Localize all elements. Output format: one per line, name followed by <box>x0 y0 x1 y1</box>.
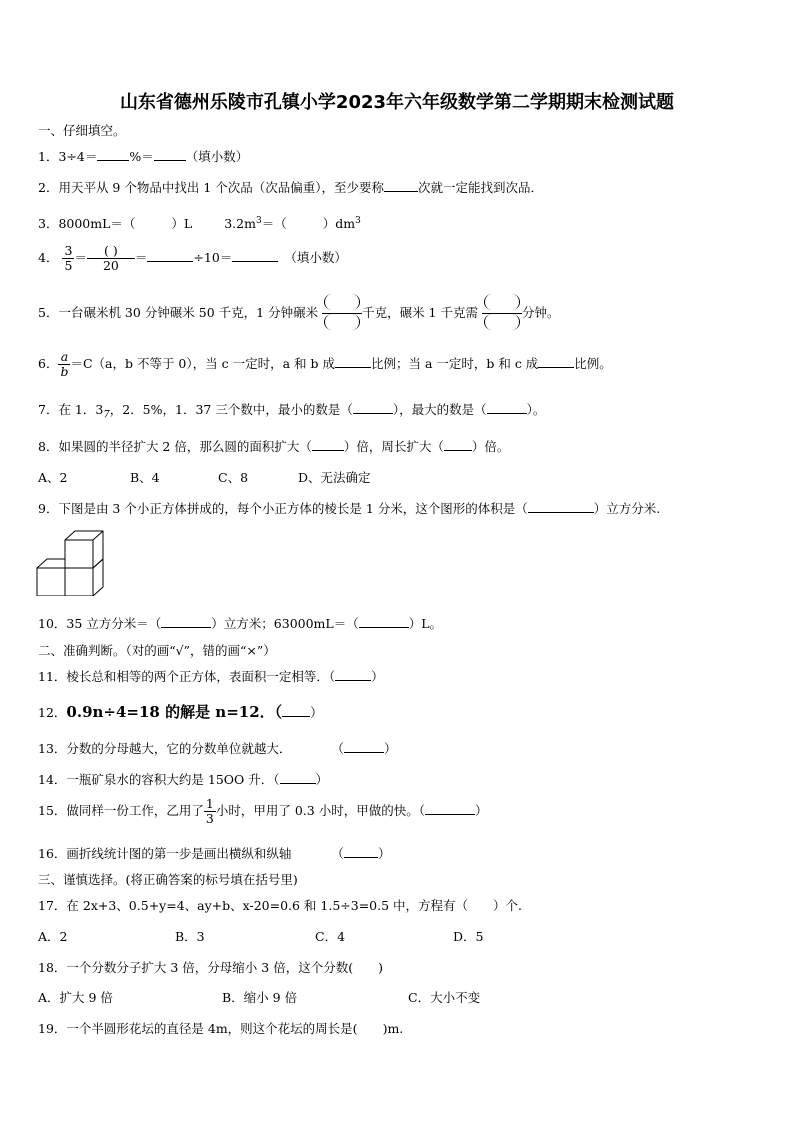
question-1: 1．3÷4＝ %＝ （填小数） <box>38 149 249 164</box>
answer-blank[interactable] <box>280 772 316 784</box>
option-a[interactable]: A．2 <box>38 929 68 944</box>
question-9: 9．下图是由 3 个小正方体拼成的，每个小正方体的棱长是 1 分米，这个图形的体积是（ ）立方分米. <box>38 501 661 516</box>
question-4: 4． $\frac{3}{5}$ ＝ $\frac{( )}{20}$ ＝ ÷10＝ （填小数） <box>38 243 347 273</box>
answer-blank[interactable] <box>344 741 384 753</box>
question-3: 3．8000mL＝（ ）L $3.2m^3=$（ ）$dm^3$ <box>38 215 361 231</box>
option-b[interactable]: B．缩小 9 倍 <box>222 990 298 1005</box>
option-d[interactable]: D．5 <box>453 929 484 944</box>
answer-blank[interactable] <box>487 402 527 414</box>
answer-blank[interactable] <box>232 250 278 262</box>
option-b[interactable]: B、4 <box>130 470 160 485</box>
option-d[interactable]: D、无法确定 <box>298 470 371 485</box>
section-3-heading: 三、谨慎选择。(将正确答案的标号填在括号里) <box>38 872 298 887</box>
question-8: 8．如果圆的半径扩大 2 倍，那么圆的面积扩大（ ）倍，周长扩大（ ）倍。 <box>38 439 510 454</box>
page-title: 山东省德州乐陵市孔镇小学2023年六年级数学第二学期期末检测试题 <box>119 92 675 113</box>
answer-blank[interactable] <box>97 149 129 161</box>
option-a[interactable]: A、2 <box>38 470 68 485</box>
fraction-blank[interactable] <box>482 294 522 333</box>
fraction: $\frac{a}{b}$ <box>60 349 69 379</box>
question-15: 15．做同样一份工作，乙用了 $\frac{1}{3}$ 小时，甲用了 0.3 小时，甲做的快。（ ） <box>38 796 488 826</box>
question-18-options <box>38 988 480 1006</box>
option-c[interactable]: C．4 <box>315 929 346 944</box>
cubes-figure <box>36 530 106 596</box>
question-8-options <box>38 468 371 486</box>
answer-blank[interactable] <box>528 501 594 513</box>
answer-blank[interactable] <box>282 705 310 717</box>
fraction: $\frac{1}{3}$ <box>205 796 214 826</box>
answer-blank[interactable] <box>344 846 378 858</box>
answer-blank[interactable] <box>147 250 193 262</box>
question-12: 12．0.9n÷4=18 的解是 n=12．（ ） <box>38 703 323 721</box>
question-2: 2．用天平从 9 个物品中找出 1 个次品（次品偏重），至少要称 次就一定能找到次品． <box>38 180 544 195</box>
question-7: 7．在 1．$3_7$，2．5%，1．37 三个数中，最小的数是（ ），最大的数是（ ）。 <box>38 402 546 421</box>
answer-blank[interactable] <box>335 669 371 681</box>
answer-blank[interactable] <box>384 180 418 192</box>
question-11: 11．棱长总和相等的两个正方体，表面积一定相等．（ ） <box>38 669 384 684</box>
question-18: 18．一个分数分子扩大 3 倍，分母缩小 3 倍，这个分数( ) <box>38 960 383 975</box>
answer-blank[interactable] <box>425 803 475 815</box>
fraction: $\frac{( )}{20}$ <box>87 244 135 273</box>
answer-blank[interactable] <box>161 616 211 628</box>
section-2-heading: 二、准确判断。（对的画“√”，错的画“×”） <box>38 643 276 658</box>
question-6: 6． $\frac{a}{b}$ ＝C（a，b 不等于 0），当 c 一定时，a 和 b 成 比例；当 a 一定时，b 和 c 成 比例。 <box>38 349 612 379</box>
option-c[interactable]: C、8 <box>218 470 249 485</box>
section-1-heading: 一、仔细填空。 <box>38 123 126 138</box>
question-17: 17．在 2x+3、0.5+y=4、ay+b、x-20=0.6 和 1.5÷3=0.5 中，方程有（ ）个. <box>38 898 523 913</box>
answer-blank[interactable] <box>154 149 186 161</box>
question-5: 5．一台碾米机 30 分钟碾米 50 千克，1 分钟碾米 千克，碾米 1 千克需 分钟。 <box>38 294 559 333</box>
answer-blank[interactable] <box>312 439 344 451</box>
question-19: 19．一个半圆形花坛的直径是 4m，则这个花坛的周长是( )m. <box>38 1021 404 1036</box>
fraction-blank[interactable] <box>322 294 362 333</box>
answer-blank[interactable] <box>538 356 574 368</box>
question-16: 16．画折线统计图的第一步是画出横纵和纵轴 （ ） <box>38 846 391 861</box>
option-c[interactable]: C．大小不变 <box>408 990 481 1005</box>
option-a[interactable]: A．扩大 9 倍 <box>38 990 113 1005</box>
answer-blank[interactable] <box>359 616 409 628</box>
question-10: 10．35 立方分米＝（ ）立方米；63000mL＝（ ）L。 <box>38 616 443 631</box>
question-17-options <box>38 927 483 945</box>
answer-blank[interactable] <box>353 402 393 414</box>
answer-blank[interactable] <box>335 356 371 368</box>
question-14: 14．一瓶矿泉水的容积大约是 15OO 升．（ ） <box>38 772 329 787</box>
answer-blank[interactable] <box>444 439 472 451</box>
option-b[interactable]: B．3 <box>175 929 205 944</box>
fraction: $\frac{3}{5}$ <box>64 243 73 273</box>
question-13: 13．分数的分母越大，它的分数单位就越大． （ ） <box>38 741 397 756</box>
